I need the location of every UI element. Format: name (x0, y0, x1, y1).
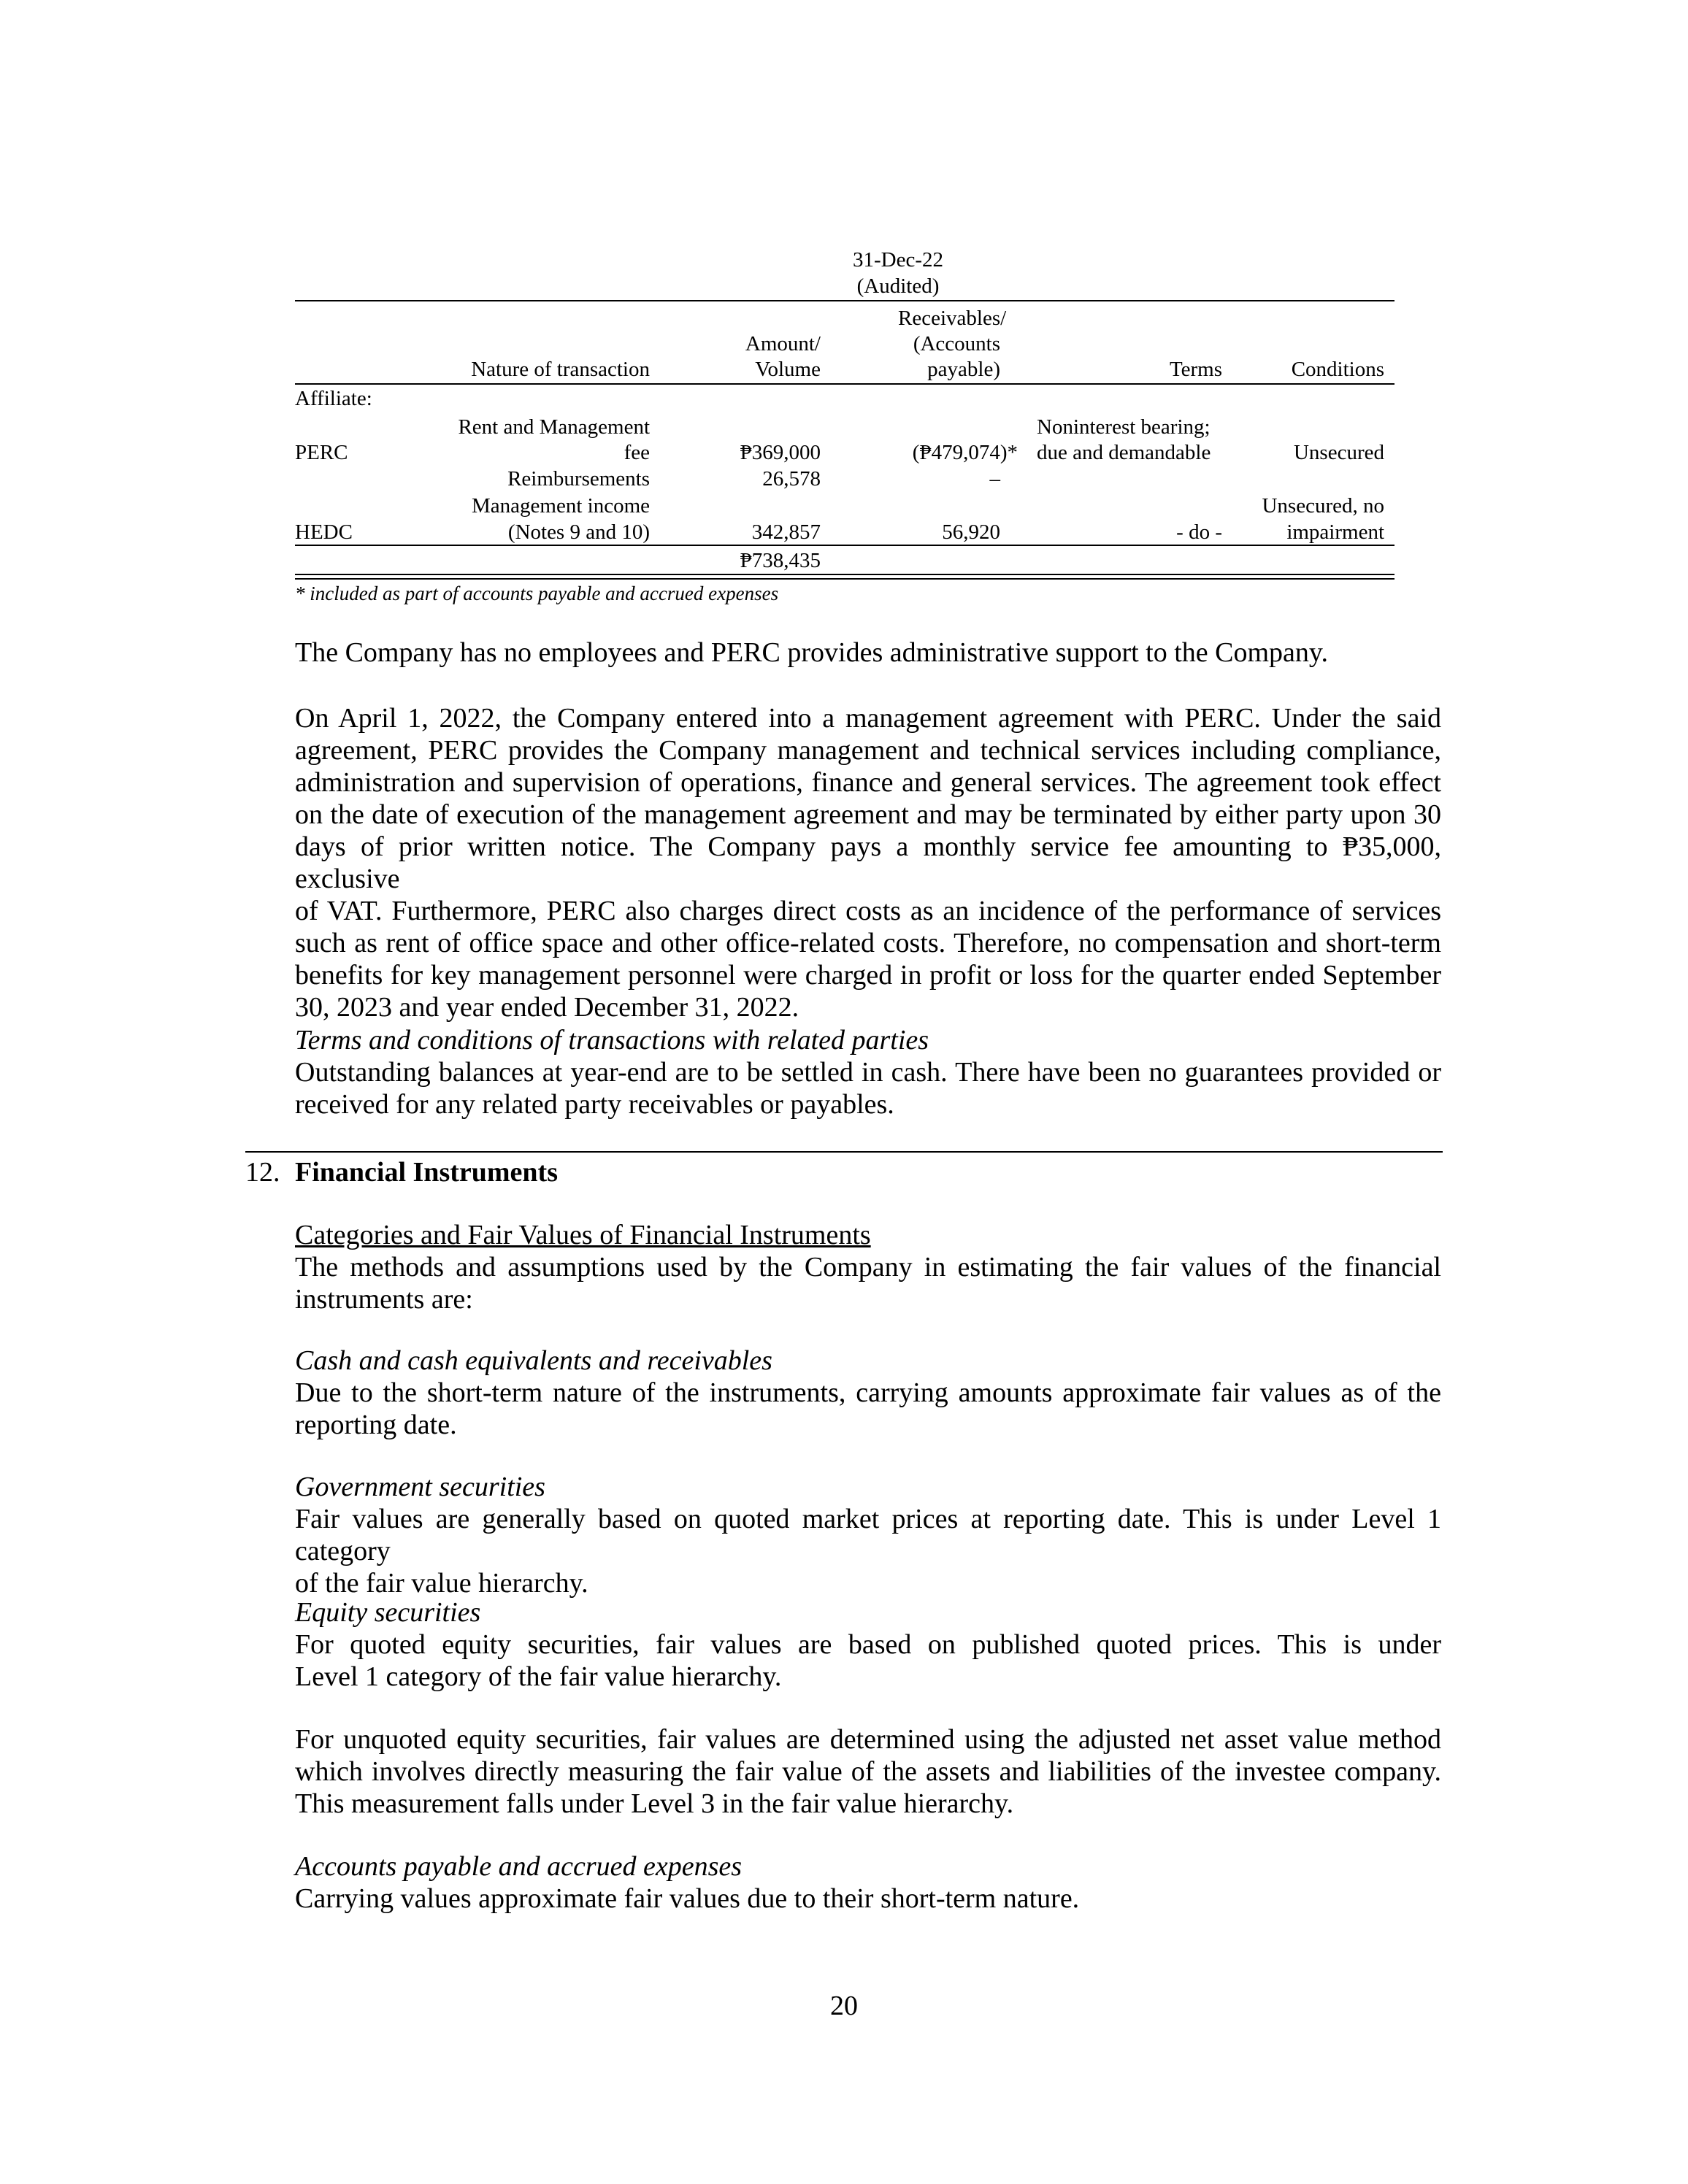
section-divider (245, 1151, 1443, 1153)
section-number: 12. (245, 1157, 280, 1188)
page-number: 20 (830, 1991, 858, 2021)
header-volume: Volume (755, 358, 821, 381)
paragraph-no-employees (295, 637, 1441, 669)
perc-terms-line2: due and demandable (1037, 441, 1211, 464)
paragraph-line: Fair values are generally based on quoted market prices at reporting date. This is under Level 1 category (295, 1504, 1441, 1566)
hedc-conditions-line2: impairment (1286, 520, 1384, 544)
subsection-heading: Equity securities (295, 1597, 481, 1628)
affiliate-label: Affiliate: (295, 387, 372, 410)
perc-conditions: Unsecured (1293, 441, 1384, 464)
accounts-payable-block (295, 1850, 1441, 1915)
paragraph-line: which involves directly measuring the fair value of the assets and liabilities of the investee company. (295, 1756, 1441, 1787)
government-securities-block (295, 1471, 1441, 1599)
paragraph-line: administration and supervision of operations, finance and general services. The agreement took effect (295, 767, 1441, 798)
paragraph-line: such as rent of office space and other office-related costs. Therefore, no compensation and short-term (295, 928, 1441, 958)
rows-rule (295, 545, 1394, 546)
subsection-heading: Cash and cash equivalents and receivables (295, 1345, 772, 1376)
paragraph-line: Outstanding balances at year-end are to be settled in cash. There have been no guarantees provided or (295, 1057, 1441, 1088)
paragraph-line: on the date of execution of the management agreement and may be terminated by either party upon 30 (295, 799, 1441, 830)
hedc-nature-line1: Management income (472, 494, 650, 518)
header-conditions: Conditions (1291, 358, 1384, 381)
underlined-subheading: Categories and Fair Values of Financial Instruments (295, 1220, 871, 1250)
paragraph-line: For unquoted equity securities, fair values are determined using the adjusted net asset value method (295, 1724, 1441, 1755)
paragraph-line: days of prior written notice. The Company pays a monthly service fee amounting to ₱35,000, exclusive (295, 831, 1441, 894)
equity-securities-block (295, 1596, 1441, 1693)
paragraph-line: of VAT. Furthermore, PERC also charges direct costs as an incidence of the performance of services (295, 896, 1441, 926)
paragraph-line: instruments are: (295, 1284, 473, 1315)
header-rule (295, 383, 1394, 385)
perc-nature-line2: fee (624, 441, 650, 464)
header-terms: Terms (1169, 358, 1222, 381)
total-rule-1 (295, 574, 1394, 575)
cash-block (295, 1345, 1441, 1441)
hedc-nature-line2: (Notes 9 and 10) (507, 520, 650, 544)
paragraph-line: 30, 2023 and year ended December 31, 2022. (295, 992, 799, 1023)
header-receivables: Receivables/ (898, 307, 1007, 330)
total-amount: ₱738,435 (740, 549, 821, 572)
reimb-receivable: – (989, 467, 1000, 491)
header-amount: Amount/ (745, 332, 821, 355)
hedc-terms: - do - (1176, 520, 1222, 544)
subsection-heading: Accounts payable and accrued expenses (295, 1851, 743, 1882)
paragraph-line: Level 1 category of the fair value hierarchy. (295, 1661, 782, 1692)
hedc-conditions-line1: Unsecured, no (1262, 494, 1384, 518)
paragraph-line: received for any related party receivables or payables. (295, 1089, 894, 1120)
paragraph-line: of the fair value hierarchy. (295, 1568, 588, 1599)
fair-values-intro (295, 1219, 1441, 1315)
paragraph-line: benefits for key management personnel were charged in profit or loss for the quarter ended September (295, 960, 1441, 991)
paragraph-line: agreement, PERC provides the Company management and technical services including compliance, (295, 735, 1441, 766)
reimb-amount: 26,578 (762, 467, 821, 491)
hedc-receivable: 56,920 (942, 520, 1000, 544)
perc-receivable: (₱479,074)* (912, 441, 1018, 464)
paragraph-line: reporting date. (295, 1410, 457, 1440)
subsection-heading: Terms and conditions of transactions with related parties (295, 1025, 929, 1056)
total-rule-2 (295, 578, 1394, 580)
header-accounts: (Accounts (913, 332, 1000, 355)
subsection-heading: Government securities (295, 1472, 545, 1502)
paragraph-line: The Company has no employees and PERC provides administrative support to the Company. (295, 637, 1328, 668)
perc-terms-line1: Noninterest bearing; (1037, 415, 1211, 439)
paragraph-line: Due to the short-term nature of the instruments, carrying amounts approximate fair values as of the (295, 1377, 1441, 1408)
period-date: 31-Dec-22 (852, 248, 943, 272)
paragraph-line: The methods and assumptions used by the Company in estimating the fair values of the financial (295, 1252, 1441, 1283)
period-status: (Audited) (856, 274, 940, 298)
perc-amount: ₱369,000 (740, 441, 821, 464)
section-title: Financial Instruments (295, 1157, 558, 1188)
paragraph-line: On April 1, 2022, the Company entered into a management agreement with PERC. Under the said (295, 703, 1441, 734)
perc-party: PERC (295, 441, 348, 464)
table-footnote: * included as part of accounts payable and accrued expenses (295, 582, 779, 604)
unquoted-equity-block (295, 1723, 1441, 1820)
paragraph-line: For quoted equity securities, fair values are based on published quoted prices. This is under (295, 1629, 1441, 1660)
hedc-party: HEDC (295, 520, 353, 544)
table-top-rule (295, 300, 1394, 301)
header-payable: payable) (927, 358, 1000, 381)
paragraph-line: Carrying values approximate fair values due to their short-term nature. (295, 1883, 1080, 1914)
paragraph-management-agreement (295, 702, 1441, 1023)
paragraph-line: This measurement falls under Level 3 in the fair value hierarchy. (295, 1788, 1014, 1819)
terms-conditions-block (295, 1024, 1441, 1120)
hedc-amount: 342,857 (751, 520, 821, 544)
header-nature: Nature of transaction (471, 358, 650, 381)
perc-nature-line1: Rent and Management (458, 415, 650, 439)
reimb-nature: Reimbursements (507, 467, 650, 491)
